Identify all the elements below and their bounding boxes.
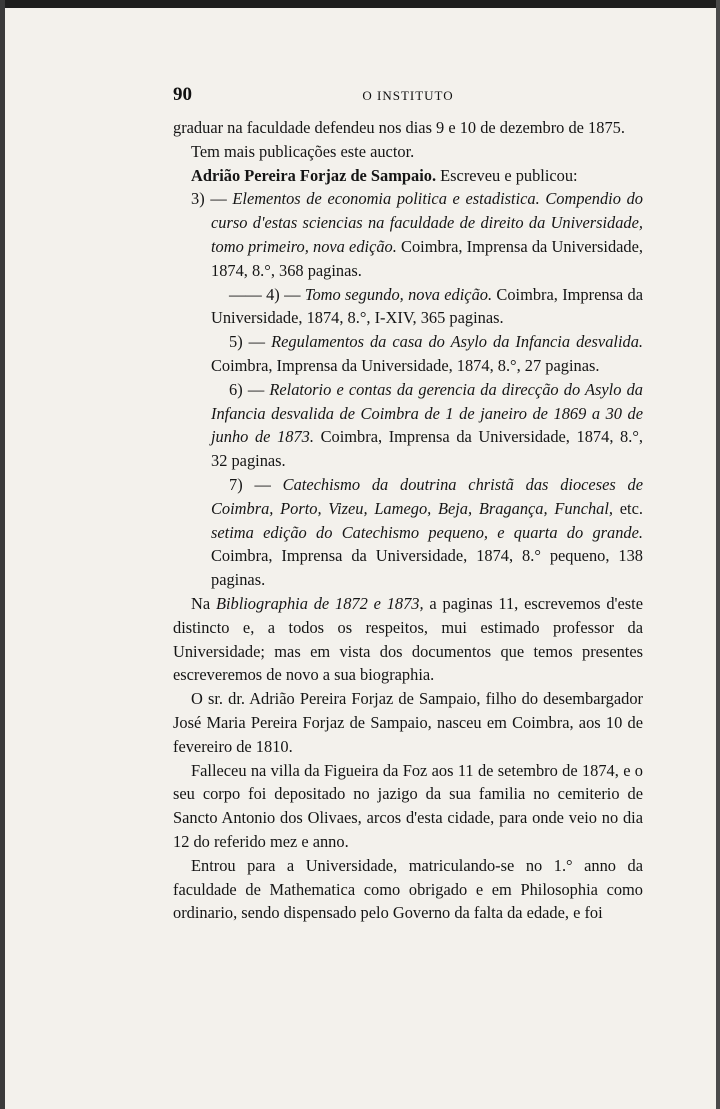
bibliography-entry-7: 7) — Catechismo da doutrina christã das dioceses de Coimbra, Porto, Vizeu, Lamego, Beja, Bragança, Funchal, etc. setima edição do Catechismo pequeno, e quarta do grande. Coimbra, Imprensa da Universidade, 1874, 8.° pequeno, 138 paginas.	[211, 474, 643, 590]
work-title: Bibliographia de 1872 e 1873,	[215, 593, 424, 613]
bibliography-entry-3: 3) — Elementos de economia politica e estadistica. Compendio do curso d'estas sciencias na faculdade de direito da Universidade, tomo primeiro, nova edição. Coimbra, Imprensa da Universidade, 1874, 8.°, 368 paginas.	[191, 189, 643, 280]
paragraph-bibliographia: Na Bibliographia de 1872 e 1873, a paginas 11, escrevemos d'este distincto e, a todos os respeitos, mui estimado professor da Universidade; mas em vista dos documentos que temos presentes escreveremos de novo a sua biographia.	[173, 593, 643, 685]
page-header	[173, 84, 643, 108]
bibliography-entry-4: —— 4) — Tomo segundo, nova edição. Coimbra, Imprensa da Universidade, 1874, 8.°, I-XIV, 365 paginas.	[211, 284, 643, 328]
entry-subtitle: setima edição do Catechismo pequeno, e quarta do grande.	[211, 522, 643, 542]
entry-title: Regulamentos da casa do Asylo da Infancia desvalida.	[271, 332, 643, 352]
entry-title: Tomo segundo, nova edição.	[304, 284, 493, 304]
paragraph-continuation: graduar na faculdade defendeu nos dias 9 e 10 de dezembro de 1875.	[173, 118, 625, 137]
entry-title: Catechismo da doutrina christã das dioceses de Coimbra, Porto, Vizeu, Lamego, Beja, Bragança, Funchal,	[211, 474, 643, 518]
page-body	[173, 116, 643, 925]
entry-title: Elementos de economia politica e estadistica. Compendio do curso d'estas sciencias na faculdade de direito da Universidade, tomo primeiro, nova edição.	[211, 189, 643, 256]
bibliography-entry-6: 6) — Relatorio e contas da gerencia da direcção do Asylo da Infancia desvalida de Coimbra de 1 de janeiro de 1869 a 30 de junho de 1873. Coimbra, Imprensa da Universidade, 1874, 8.°, 32 paginas.	[211, 379, 643, 471]
page-number: 90	[173, 84, 192, 105]
author-name: Adrião Pereira Forjaz de Sampaio.	[191, 165, 437, 185]
running-title: O INSTITUTO	[362, 88, 454, 103]
paragraph-more-publications: Tem mais publicações este auctor.	[191, 141, 415, 161]
scan-edge-top	[0, 0, 720, 8]
bibliography-entry-5: 5) — Regulamentos da casa do Asylo da Infancia desvalida. Coimbra, Imprensa da Universidade, 1874, 8.°, 27 paginas.	[211, 332, 643, 375]
scan-edge-left	[0, 0, 5, 1109]
scan-edge-right	[716, 0, 720, 1109]
paragraph-author-heading: Adrião Pereira Forjaz de Sampaio. Escreveu e publicou:	[191, 165, 578, 185]
entry-title: Relatorio e contas da gerencia da direcção do Asylo da Infancia desvalida de Coimbra de 1 de janeiro de 1869 a 30 de junho de 1873.	[211, 379, 643, 447]
paragraph-university: Entrou para a Universidade, matriculando-se no 1.° anno da faculdade de Mathematica como obrigado e em Philosophia como ordinario, sendo dispensado pelo Governo da falta da edade, e foi	[173, 855, 643, 923]
paragraph-death: Falleceu na villa da Figueira da Foz aos 11 de setembro de 1874, e o seu corpo foi depositado no jazigo da sua familia no cemiterio de Sancto Antonio dos Olivaes, arcos d'esta cidade, para onde veio no dia 12 do referido mez e anno.	[173, 760, 643, 851]
paragraph-birth: O sr. dr. Adrião Pereira Forjaz de Sampaio, filho do desembargador José Maria Pereira Forjaz de Sampaio, nasceu em Coimbra, aos 10 de fevereiro de 1810.	[173, 689, 643, 756]
